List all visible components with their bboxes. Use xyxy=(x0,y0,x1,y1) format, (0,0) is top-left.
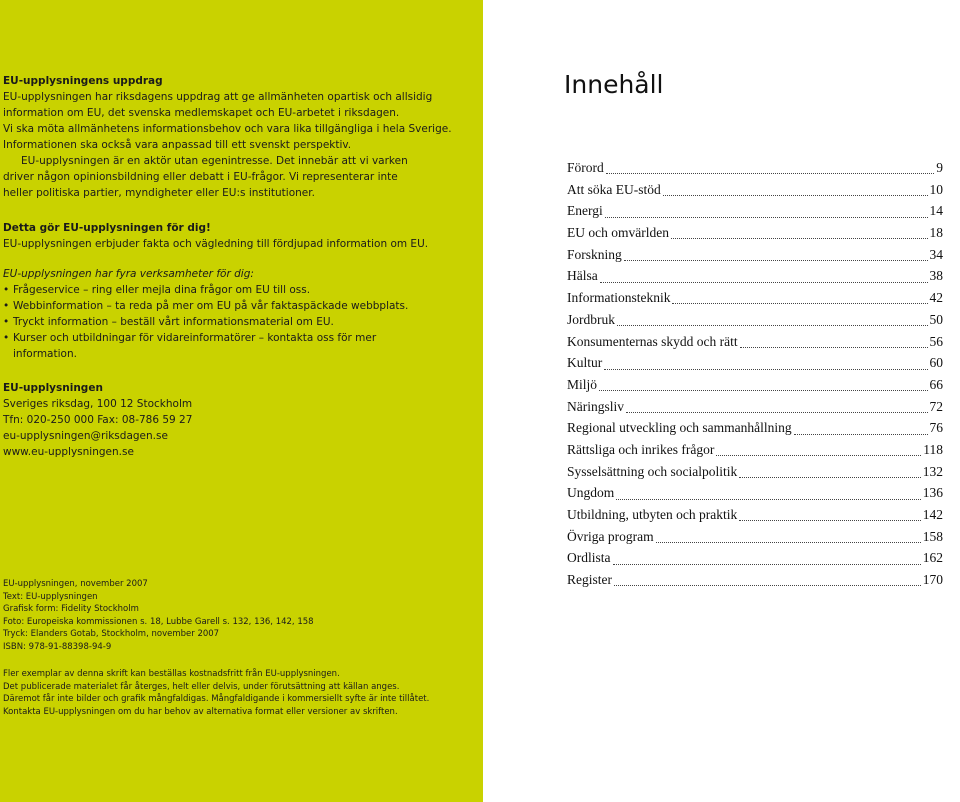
mission-indent-line: EU-upplysningen är en aktör utan egenintresse. Det innebär att vi varken xyxy=(21,155,408,167)
toc-entry[interactable] xyxy=(567,507,943,529)
rights-line: Fler exemplar av denna skrift kan beställas kostnadsfritt från EU-upplysningen. xyxy=(3,669,340,679)
mission-line: information om EU, det svenska medlemskapet och EU-arbetet i riksdagen. xyxy=(3,107,400,119)
toc-entry-label: Forskning xyxy=(567,246,622,262)
toc-dot-leader xyxy=(656,542,921,543)
toc-dot-leader xyxy=(605,217,928,218)
toc-entry-page: 136 xyxy=(922,485,943,501)
toc-entry[interactable] xyxy=(567,399,943,421)
toc-entry-label: Att söka EU-stöd xyxy=(567,181,661,197)
services-section xyxy=(3,266,473,362)
toc-entry-page: 132 xyxy=(922,463,943,479)
toc-entry-page: 118 xyxy=(923,441,943,457)
toc-entry[interactable] xyxy=(567,572,943,594)
contact-heading: EU-upplysningen xyxy=(3,382,103,394)
bullet-icon: • xyxy=(3,332,10,344)
rights-line: Däremot får inte bilder och grafik mångfaldigas. Mångfaldigande i kommersiellt syfte är inte tillåtet. xyxy=(3,694,430,704)
toc-dot-leader xyxy=(626,412,928,413)
rights-line: Det publicerade materialet får återges, helt eller delvis, under förutsättning att källan anges. xyxy=(3,681,400,692)
toc-entry-label: Sysselsättning och socialpolitik xyxy=(567,463,738,479)
toc-dot-leader xyxy=(672,303,927,304)
toc-dot-leader xyxy=(606,173,935,174)
toc-entry-page: 38 xyxy=(929,268,943,284)
toc-entry-page: 60 xyxy=(929,355,943,371)
list-item xyxy=(3,298,473,314)
rights-line: Kontakta EU-upplysningen om du har behov av alternativa format eller versioner av skriften. xyxy=(3,706,398,717)
toc-entry-page: 10 xyxy=(929,181,943,197)
toc-entry-label: Rättsliga och inrikes frågor xyxy=(567,441,715,457)
toc-entry[interactable] xyxy=(567,247,943,269)
mission-line: Informationen ska också vara anpassad till ett svenskt perspektiv. xyxy=(3,139,352,151)
toc-entry-page: 42 xyxy=(929,290,943,306)
for-you-section xyxy=(3,220,473,252)
toc-dot-leader xyxy=(624,260,928,261)
contact-phone: Tfn: 020-250 000 Fax: 08-786 59 27 xyxy=(3,414,193,426)
toc-entry-label: Övriga program xyxy=(567,528,654,544)
toc-dot-leader xyxy=(600,282,928,283)
toc-entry[interactable] xyxy=(567,160,943,182)
bullet-icon: • xyxy=(3,300,10,312)
colophon-line: Tryck: Elanders Gotab, Stockholm, november 2007 xyxy=(3,629,220,639)
toc-dot-leader xyxy=(739,477,921,478)
list-item xyxy=(3,330,473,362)
toc-entry[interactable] xyxy=(567,550,943,572)
toc-entry-label: Ordlista xyxy=(567,550,611,566)
toc-entry-label: Informationsteknik xyxy=(567,290,671,306)
service-text: Webbinformation – ta reda på mer om EU på vår faktaspäckade webbplats. xyxy=(13,300,409,312)
mission-line: heller politiska partier, myndigheter eller EU:s institutioner. xyxy=(3,187,315,199)
toc-entry[interactable] xyxy=(567,442,943,464)
toc-dot-leader xyxy=(616,499,921,500)
mission-section xyxy=(3,73,473,201)
for-you-text: EU-upplysningen erbjuder fakta och vägledning till fördjupad information om EU. xyxy=(3,238,429,250)
toc-entry[interactable] xyxy=(567,290,943,312)
mission-line: driver någon opinionsbildning eller debatt i EU-frågor. Vi representerar inte xyxy=(3,171,398,183)
toc-entry-page: 72 xyxy=(929,398,943,414)
toc-entry-page: 50 xyxy=(929,311,943,327)
toc-entry[interactable] xyxy=(567,268,943,290)
toc-entry[interactable] xyxy=(567,182,943,204)
list-item xyxy=(3,314,473,330)
toc-entry-label: Hälsa xyxy=(567,268,598,284)
toc-entry[interactable] xyxy=(567,464,943,486)
toc-entry-page: 14 xyxy=(929,203,943,219)
toc-entry-page: 158 xyxy=(922,528,943,544)
contact-email[interactable]: eu-upplysningen@riksdagen.se xyxy=(3,430,168,442)
toc-entry-label: Regional utveckling och sammanhållning xyxy=(567,420,792,436)
toc-dot-leader xyxy=(614,585,921,586)
toc-entry-label: Konsumenternas skydd och rätt xyxy=(567,333,738,349)
toc-dot-leader xyxy=(604,369,927,370)
toc-title: Innehåll xyxy=(564,70,664,99)
table-of-contents xyxy=(567,160,943,594)
toc-entry-label: Utbildning, utbyten och praktik xyxy=(567,507,738,522)
toc-entry[interactable] xyxy=(567,203,943,225)
toc-dot-leader xyxy=(613,564,921,565)
service-text-continuation: information. xyxy=(13,348,77,360)
list-item xyxy=(3,282,473,298)
toc-dot-leader xyxy=(663,195,928,196)
service-text: Tryckt information – beställ vårt informationsmaterial om EU. xyxy=(13,316,334,328)
toc-entry-page: 170 xyxy=(922,572,943,588)
toc-entry-label: Energi xyxy=(567,203,603,219)
toc-entry-label: Ungdom xyxy=(567,485,615,501)
toc-dot-leader xyxy=(716,455,921,456)
toc-dot-leader xyxy=(794,434,928,435)
toc-entry[interactable] xyxy=(567,485,943,507)
bullet-icon: • xyxy=(3,316,10,328)
services-list xyxy=(3,282,473,362)
toc-entry-page: 66 xyxy=(929,376,943,392)
toc-entry-page: 76 xyxy=(929,420,943,436)
toc-entry[interactable] xyxy=(567,355,943,377)
mission-line: EU-upplysningen har riksdagens uppdrag att ge allmänheten opartisk och allsidig xyxy=(3,91,433,103)
colophon-line: ISBN: 978-91-88398-94-9 xyxy=(3,641,112,652)
services-intro: EU-upplysningen har fyra verksamheter för dig: xyxy=(3,268,254,280)
toc-entry-page: 56 xyxy=(929,333,943,349)
toc-entry-label: EU och omvärlden xyxy=(567,225,669,241)
toc-entry[interactable] xyxy=(567,420,943,442)
service-text: Frågeservice – ring eller mejla dina frågor om EU till oss. xyxy=(13,284,311,296)
toc-dot-leader xyxy=(599,390,927,391)
mission-heading: EU-upplysningens uppdrag xyxy=(3,75,163,87)
toc-entry[interactable] xyxy=(567,529,943,551)
toc-entry-page: 34 xyxy=(929,246,943,262)
toc-dot-leader xyxy=(740,347,928,348)
colophon-line: EU-upplysningen, november 2007 xyxy=(3,579,148,589)
toc-entry-page: 162 xyxy=(922,550,943,566)
colophon-line: Foto: Europeiska kommissionen s. 18, Lubbe Garell s. 132, 136, 142, 158 xyxy=(3,616,314,627)
rights-notice xyxy=(3,668,473,718)
for-you-heading: Detta gör EU-upplysningen för dig! xyxy=(3,222,211,234)
colophon-line: Grafisk form: Fidelity Stockholm xyxy=(3,604,139,614)
service-text: Kurser och utbildningar för vidareinformatörer – kontakta oss för mer xyxy=(13,332,377,344)
colophon xyxy=(3,578,473,653)
contact-address: Sveriges riksdag, 100 12 Stockholm xyxy=(3,398,193,410)
toc-entry[interactable] xyxy=(567,225,943,247)
toc-entry-page: 18 xyxy=(929,225,943,241)
toc-entry-page: 142 xyxy=(922,507,943,522)
toc-entry-label: Kultur xyxy=(567,355,603,371)
toc-entry-label: Miljö xyxy=(567,376,598,392)
toc-entry[interactable] xyxy=(567,377,943,399)
contact-section xyxy=(3,380,473,460)
toc-entry[interactable] xyxy=(567,312,943,334)
toc-dot-leader xyxy=(739,520,921,521)
toc-entry-label: Förord xyxy=(567,160,604,175)
colophon-line: Text: EU-upplysningen xyxy=(3,591,98,602)
mission-line: Vi ska möta allmänhetens informationsbehov och vara lika tillgängliga i hela Sverige. xyxy=(3,123,452,135)
toc-entry[interactable] xyxy=(567,334,943,356)
toc-entry-page: 9 xyxy=(936,160,943,175)
toc-entry-label: Register xyxy=(567,572,612,588)
toc-dot-leader xyxy=(671,238,928,239)
toc-dot-leader xyxy=(617,325,928,326)
right-page-panel xyxy=(483,0,960,802)
toc-entry-label: Jordbruk xyxy=(567,311,615,327)
toc-entry-label: Näringsliv xyxy=(567,398,624,414)
bullet-icon: • xyxy=(3,284,10,296)
contact-website[interactable]: www.eu-upplysningen.se xyxy=(3,446,134,458)
